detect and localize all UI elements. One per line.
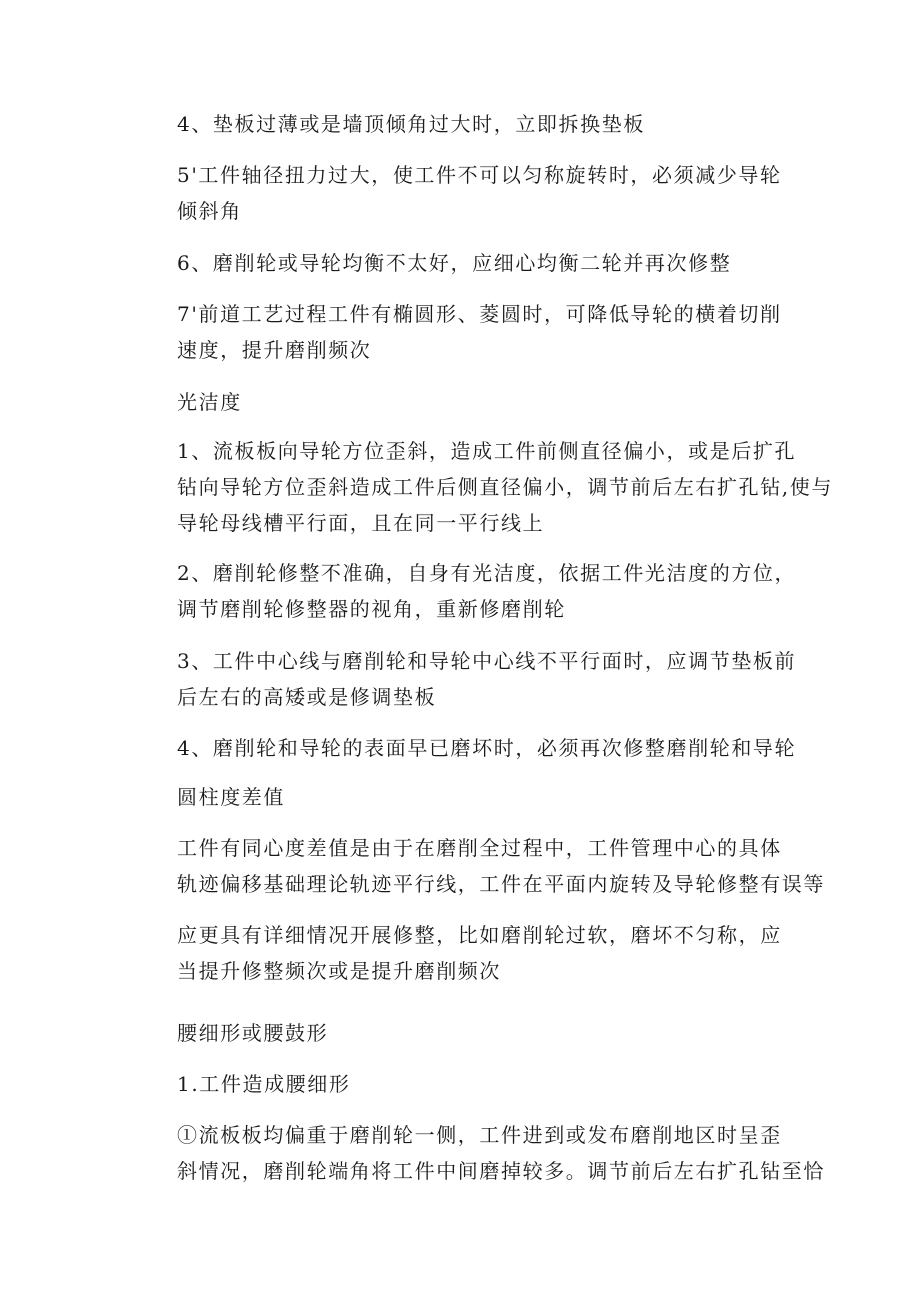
text-line: 5'工件轴径扭力过大，使工件不可以匀称旋转时，必须减少导轮 — [177, 163, 782, 187]
section-heading-finish — [137, 384, 797, 420]
text-line: 6、磨削轮或导轮均衡不太好，应细心均衡二轮并再次修整 — [177, 251, 732, 275]
section-heading: 腰细形或腰鼓形 — [177, 1021, 329, 1045]
text-line: ①流板板均偏重于磨削轮一侧，工件进到或发布磨削地区时呈歪 — [177, 1123, 782, 1147]
text-line: 速度，提升磨削频次 — [177, 338, 372, 362]
text-line: 应更具有详细情况开展修整，比如磨削轮过软，磨坏不匀称，应 — [177, 923, 782, 947]
paragraph-ellipse-workpiece — [137, 296, 797, 368]
text-line: 7'前道工艺过程工件有椭圆形、菱圆时，可降低导轮的横着切削 — [177, 302, 782, 326]
text-line: 2、磨削轮修整不准确，自身有光洁度，依据工件光洁度的方位， — [177, 561, 797, 585]
text-line: 1、流板板向导轮方位歪斜，造成工件前侧直径偏小，或是后扩孔 — [177, 439, 797, 463]
text-line: 工件有同心度差值是由于在磨削全过程中，工件管理中心的具体 — [177, 836, 782, 860]
sub-heading: 1.工件造成腰细形 — [177, 1072, 351, 1096]
paragraph-concentricity — [137, 830, 825, 902]
paragraph-dressing-frequency — [137, 917, 797, 989]
section-heading-cylindricity — [137, 779, 797, 815]
paragraph-plate-tilt — [137, 433, 833, 541]
text-line: 后左右的高矮或是修调垫板 — [177, 685, 437, 709]
text-line: 钻向导轮方位歪斜造成工件后侧直径偏小，调节前后左右扩孔钻,使与 — [177, 475, 833, 499]
paragraph-worn-surface — [137, 730, 797, 766]
paragraph-plate-bias — [137, 1117, 825, 1189]
paragraph-wheel-balance — [137, 245, 797, 281]
paragraph-centerline — [137, 643, 797, 715]
paragraph-gasket-thin — [137, 106, 797, 142]
text-line: 调节磨削轮修整器的视角，重新修磨削轮 — [177, 597, 566, 621]
text-line: 倾斜角 — [177, 199, 242, 223]
text-line: 3、工件中心线与磨削轮和导轮中心线不平行面时，应调节垫板前 — [177, 649, 797, 673]
text-line: 4、磨削轮和导轮的表面早已磨坏时，必须再次修整磨削轮和导轮 — [177, 736, 797, 760]
text-line: 导轮母线槽平行面，且在同一平行线上 — [177, 511, 545, 535]
section-heading: 光洁度 — [177, 390, 242, 414]
section-heading: 圆柱度差值 — [177, 785, 285, 809]
text-line: 轨迹偏移基础理论轨迹平行线，工件在平面内旋转及导轮修整有误等 — [177, 872, 825, 896]
text-line: 斜情况，磨削轮端角将工件中间磨掉较多。调节前后左右扩孔钻至恰 — [177, 1159, 825, 1183]
paragraph-shaft-torque — [137, 157, 797, 229]
paragraph-wheel-dressing — [137, 555, 797, 627]
section-heading-waist — [137, 1015, 797, 1051]
subheading-waist-thin — [137, 1066, 797, 1102]
text-line: 4、垫板过薄或是墙顶倾角过大时，立即拆换垫板 — [177, 112, 645, 136]
text-line: 当提升修整频次或是提升磨削频次 — [177, 959, 501, 983]
